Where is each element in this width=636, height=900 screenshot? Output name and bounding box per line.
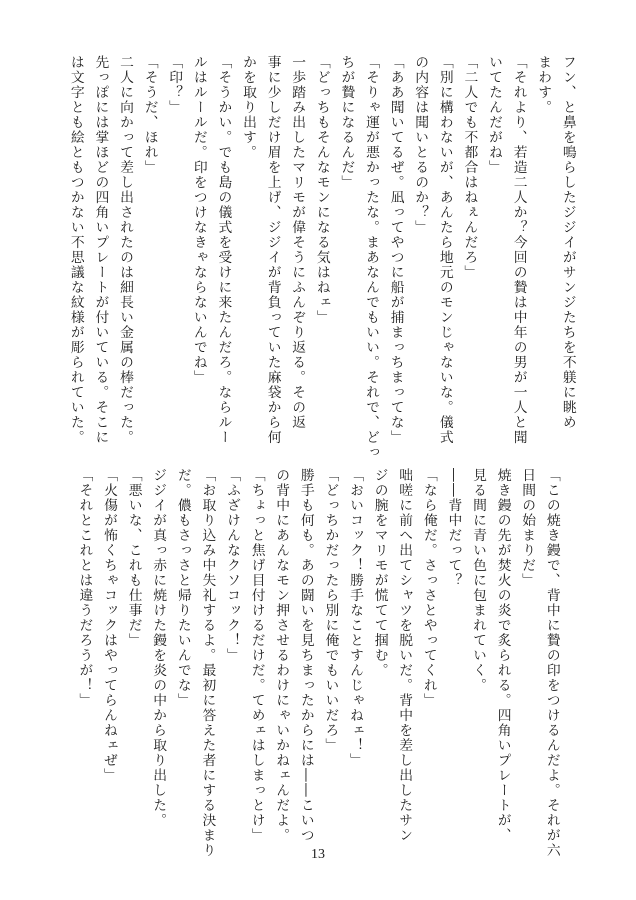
text-line: 「二人でも不都合はねぇんだろ」 (461, 55, 478, 280)
text-line: 「どっちかだったら別に俺でもいいだろ」 (322, 468, 339, 753)
text-line: ルはルールだ。印をつけなきゃならないんでね」 (190, 55, 207, 385)
text-line: 見る間に青い色に包まれていく。 (469, 468, 486, 693)
text-line: 先っぽには掌ほどの四角いプレートが付いている。そこに (92, 55, 109, 445)
text-line: 「別に構わないが、あんたら地元のモンじゃないな。儀式 (436, 55, 453, 445)
text-line: 「この焼き鏝で、背中に贄の印をつけるんだよ。それが六 (543, 468, 560, 858)
text-line: 事に少しだけ眉を上げ、ジジイが背負っていた麻袋から何 (264, 55, 281, 445)
text-line: 二人に向かって差し出されたのは細長い金属の棒だった。 (116, 55, 133, 445)
text-line: ジジイが真っ赤に焼けた鏝を炎の中から取り出した。 (150, 468, 167, 828)
text-line: だ。儂もさっさと帰りたいんでな」 (174, 468, 191, 708)
text-line: ――背中だって？ (445, 468, 462, 588)
text-line: かを取り出す。 (239, 55, 256, 160)
text-line: 「それとこれとは違うだろうが！」 (76, 468, 93, 708)
text-line: フン、と鼻を鳴らしたジジイがサンジたちを不躾に眺め (559, 55, 576, 430)
text-line: 焼き鏝の先が焚火の炎で炙られる。四角いプレートが、 (494, 468, 511, 843)
text-line: いてたんだがね」 (485, 55, 502, 175)
text-line: 「そうかい。でも島の儀式を受けに来たんだろ。ならルー (215, 55, 232, 445)
text-line: 「悪いな、これも仕事だ」 (125, 468, 142, 648)
text-line: の背中にあんなモン押させるわけにゃいかねェんだよ。 (273, 468, 290, 843)
text-line: まわす。 (535, 55, 552, 115)
text-line: 「なら俺だ。さっさとやってくれ」 (420, 468, 437, 708)
page-number: 13 (311, 847, 325, 862)
text-line: の内容は聞いとるのか？」 (412, 55, 429, 235)
text-line: 「ちょっと焦げ目付けるだけだ。てめェはしまっとけ」 (248, 468, 265, 843)
text-line: 「おいコック！勝手なことすんじゃねェ！」 (346, 468, 363, 768)
text-line: 「そりゃ運が悪かったな。まあなんでもいい。それで、どっ (362, 55, 379, 460)
text-line: 「印？」 (166, 55, 183, 115)
text-line: 「ああ聞いてるぜ。凪ってやつに船が捕まっちまってな」 (387, 55, 404, 445)
text-line: 「火傷が怖くちゃコックはやってらんねェぜ」 (100, 468, 117, 783)
text-line: 勝手も何も。あの闘いを見ちまったからには――こいつ (297, 468, 314, 843)
text-line: は文字とも絵ともつかない不思議な紋様が彫られていた。 (67, 55, 84, 445)
text-line: 「それより、若造二人か？今回の贄は中年の男が一人と聞 (510, 55, 527, 445)
text-line: 日間の始まりだ」 (519, 468, 536, 588)
text-line: 咄嗟に前へ出てシャツを脱いだ。背中を差し出したサン (396, 468, 413, 843)
text-line: 「お取り込み中失礼するよ。最初に答えた者にする決まり (199, 468, 216, 858)
text-line: 「どっちもそんなモンになる気はねェ」 (313, 55, 330, 325)
text-line: 「ふざけんなクソコック！」 (223, 468, 240, 663)
text-line: ちが贄になるんだ」 (338, 55, 355, 190)
upper-text-block (0, 55, 636, 460)
text-line: ジの腕をマリモが慌てて掴む。 (371, 468, 388, 678)
text-line: 一歩踏み出したマリモが偉そうにふんぞり返る。その返 (289, 55, 306, 430)
text-line: 「そうだ、ほれ」 (141, 55, 158, 175)
